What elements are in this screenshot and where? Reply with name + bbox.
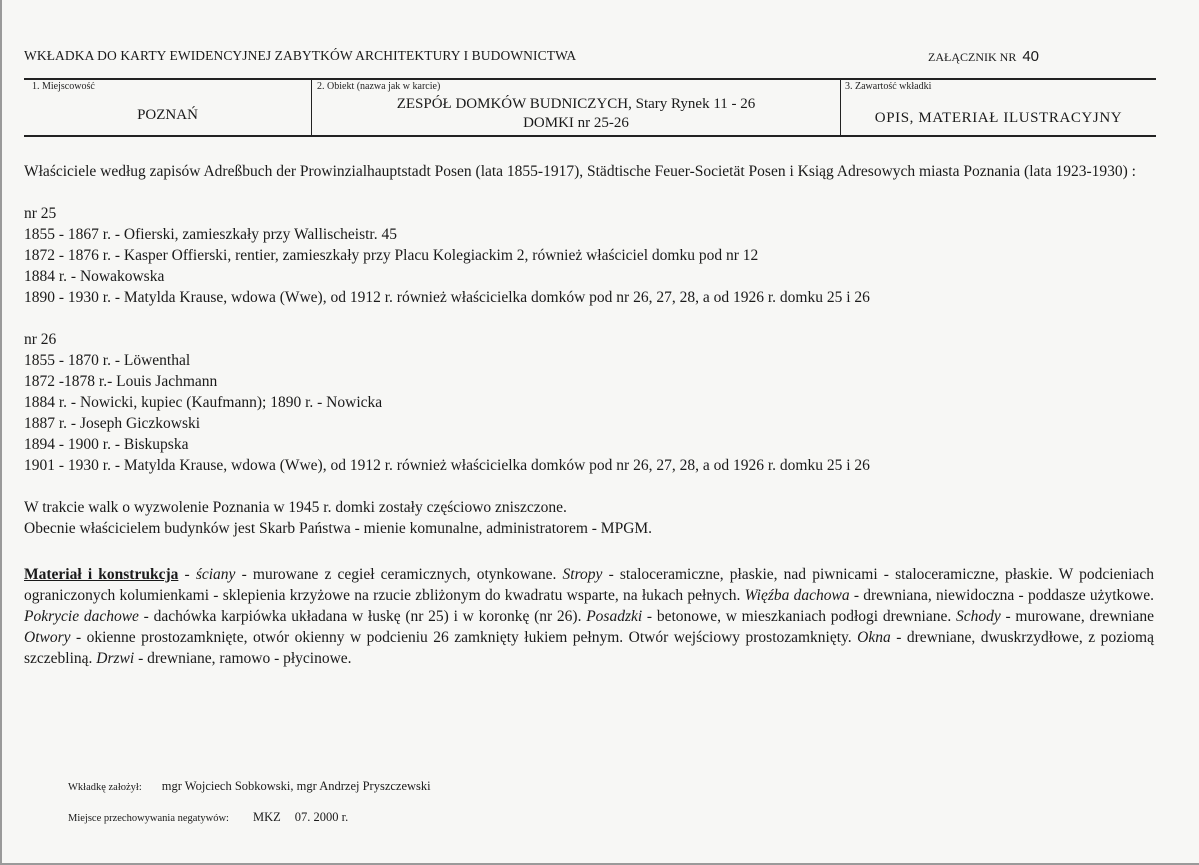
- nr26-entry: 1894 - 1900 r. - Biskupska: [24, 436, 189, 453]
- materials-term: Schody: [955, 608, 1001, 625]
- storage-value: MKZ: [252, 810, 281, 824]
- owners-intro: Właściciele według zapisów Adreßbuch der Prowinzialhauptstadt Posen (lata 1855-1917), Städtische Feuer-Societät Posen i Ksiąg Adresowych miasta Poznania (lata 1923-1930) :: [24, 163, 1136, 180]
- materials-heading: Materiał i konstrukcja: [24, 566, 179, 583]
- storage-date: 07. 2000 r.: [294, 810, 349, 824]
- storage-row: [68, 810, 348, 825]
- materials-section: [24, 564, 1154, 669]
- war-note: W trakcie walk o wyzwolenie Poznania w 1945 r. domki zostały częściowo zniszczone.: [24, 499, 567, 516]
- current-owner-note: Obecnie właścicielem budynków jest Skarb Państwa - mienie komunalne, administratorem - MPGM.: [24, 520, 653, 537]
- nr26-heading: nr 26: [24, 331, 57, 348]
- materials-term: Więźba dachowa: [744, 587, 850, 604]
- founder-label: Wkładkę założył:: [68, 782, 142, 793]
- card-title: WKŁADKA DO KARTY EWIDENCYJNEJ ZABYTKÓW ARCHITEKTURY I BUDOWNICTWA: [24, 48, 577, 63]
- founder-row: [68, 779, 431, 794]
- materials-text: - drewniane, ramowo - płycinowe.: [134, 650, 352, 667]
- materials-text: - murowane, drewniane: [1000, 608, 1154, 625]
- object-value-line2: DOMKI nr 25-26: [523, 115, 629, 131]
- materials-term: Drzwi: [96, 650, 135, 667]
- materials-text: - dachówka karpiówka układana w łuskę (nr 25) i w koronkę (nr 26).: [138, 608, 587, 625]
- materials-text: - staloceramiczne, płaskie, nad piwnicami - staloceramiczne, płaskie. W podcieniach ograniczonych kolumienkami - sklepienia krzyżowe na rzucie zbliżonym do kwadratu wsparte, na łukach pełnych.: [24, 566, 1154, 604]
- locality-value: POZNAŃ: [137, 107, 198, 123]
- materials-term: Pokrycie dachowe: [24, 608, 139, 625]
- materials-term: Posadzki: [586, 608, 643, 625]
- nr25-entry: 1872 - 1876 r. - Kasper Offierski, rentier, zamieszkały przy Placu Kolegiackim 2, również właściciel domku pod nr 12: [24, 247, 759, 264]
- materials-term: Stropy: [562, 566, 603, 583]
- object-value-line1: ZESPÓŁ DOMKÓW BUDNICZYCH, Stary Rynek 11 - 26: [396, 96, 756, 112]
- materials-text: - drewniana, niewidoczna - poddasze użytkowe.: [849, 587, 1154, 604]
- attachment-number: 40: [1022, 48, 1040, 65]
- nr26-entry: 1872 -1878 r.- Louis Jachmann: [24, 373, 218, 390]
- materials-term: Okna: [857, 629, 891, 646]
- table-divider-2: [840, 79, 841, 136]
- materials-text: - okienne prostozamknięte, otwór okienny w podcieniu 26 zamknięty łukiem pełnym. Otwór wejściowy prostozamknięty.: [70, 629, 858, 646]
- object-label: 2. Obiekt (nazwa jak w karcie): [317, 81, 441, 92]
- founder-value: mgr Wojciech Sobkowski, mgr Andrzej Pryszczewski: [161, 779, 431, 793]
- table-bottom-rule: [24, 135, 1156, 137]
- attachment-label: [928, 48, 1039, 65]
- materials-term: ściany: [195, 566, 236, 583]
- materials-text: - betonowe, w mieszkaniach podłogi drewniane.: [642, 608, 956, 625]
- nr25-entry: 1884 r. - Nowakowska: [24, 268, 165, 285]
- materials-text: -: [178, 566, 196, 583]
- content-label: 3. Zawartość wkładki: [845, 81, 932, 92]
- nr26-entry: 1887 r. - Joseph Giczkowski: [24, 415, 201, 432]
- nr26-entry: 1884 r. - Nowicki, kupiec (Kaufmann); 1890 r. - Nowicka: [24, 394, 383, 411]
- nr25-entry: 1855 - 1867 r. - Ofierski, zamieszkały przy Wallischeistr. 45: [24, 226, 397, 243]
- owners-section: [24, 161, 1154, 539]
- nr26-entry: 1901 - 1930 r. - Matylda Krause, wdowa (Wwe), od 1912 r. również właścicielka domków pod nr 26, 27, 28, a od 1926 r. domku 25 i 26: [24, 457, 870, 474]
- nr25-heading: nr 25: [24, 205, 57, 222]
- table-top-rule: [24, 78, 1156, 80]
- nr25-entry: 1890 - 1930 r. - Matylda Krause, wdowa (Wwe), od 1912 r. również właścicielka domków pod nr 26, 27, 28, a od 1926 r. domku 25 i 26: [24, 289, 870, 306]
- materials-text: - drewniane, dwuskrzydłowe, z poziomą szczebliną.: [24, 629, 1154, 667]
- materials-text: - murowane z cegieł ceramicznych, otynkowane.: [235, 566, 563, 583]
- attachment-label-text: ZAŁĄCZNIK NR: [928, 50, 1017, 64]
- storage-label: Miejsce przechowywania negatywów:: [68, 813, 229, 824]
- materials-term: Otwory: [24, 629, 71, 646]
- content-value: OPIS, MATERIAŁ ILUSTRACYJNY: [874, 110, 1123, 126]
- locality-label: 1. Miejscowość: [32, 81, 95, 92]
- nr26-entry: 1855 - 1870 r. - Löwenthal: [24, 352, 191, 369]
